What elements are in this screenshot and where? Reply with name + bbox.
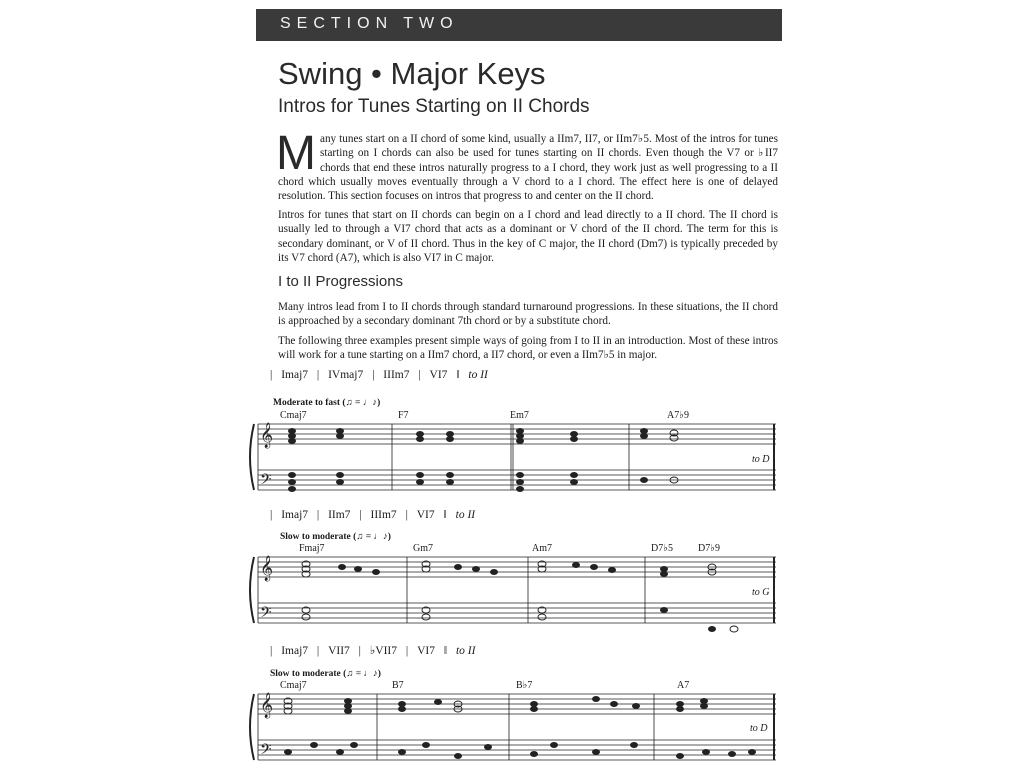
prog-token: ‖	[456, 369, 460, 381]
progression-line-2	[270, 509, 481, 521]
tempo-marking-3: Slow to moderate (♫ = ♩♪)	[270, 669, 381, 679]
ending-label: to G	[752, 587, 770, 598]
music-staff-3	[244, 690, 776, 766]
notes	[288, 428, 678, 492]
music-staff-2	[244, 553, 776, 633]
prog-token: |	[358, 645, 361, 657]
ending-label: to D	[752, 454, 770, 465]
prog-token: Imaj7	[281, 645, 309, 657]
prog-token: |	[316, 509, 320, 521]
prog-token: |	[405, 509, 408, 521]
chord-symbol: A7♭9	[667, 410, 689, 421]
prog-token: to II	[455, 645, 476, 657]
tempo-marking-2: Slow to moderate (♫ = ♩♪)	[280, 532, 391, 542]
treble-clef: 𝄞	[260, 555, 274, 580]
staff-lines	[258, 557, 776, 623]
intro-paragraph-1-text: any tunes start on a II chord of some kind, usually a IIm7, II7, or IIm7♭5. Most of the intros for tunes starting on I chords can also be used for tunes starting on II chords. Even though the V7 or ♭II7 chords that end these intros naturally progress to a I chord, they work just as well progressing to a II chord which usually moves eventually through a V chord to a I chord. The effect here is one of delayed resolution. This section focuses on intros that progress to and center on the II chord.	[278, 133, 778, 203]
section-paragraph-2: The following three examples present simple ways of going from I to II in an introduction. Most of these intros will work for a tune starting on a IIm7 chord, a II7 chord, or even a IIm7♭5 in major.	[278, 335, 778, 362]
chord-symbol: Am7	[532, 543, 552, 554]
music-staff-1	[244, 420, 776, 500]
chord-symbol: Gm7	[413, 543, 433, 554]
chord-symbol: Cmaj7	[280, 410, 307, 421]
prog-token: VI7	[416, 509, 435, 521]
prog-token: IIm7	[328, 509, 351, 521]
prog-token: ‖	[443, 509, 447, 521]
drop-cap: M	[276, 127, 316, 180]
section-paragraph-1: Many intros lead from I to II chords through standard turnaround progressions. In these situations, the II chord is approached by a secondary dominant 7th chord or by a substitute chord.	[278, 301, 778, 328]
prog-token: |	[270, 509, 273, 521]
staff-lines	[258, 694, 776, 760]
prog-token: |	[270, 369, 273, 381]
prog-token: to II	[455, 509, 476, 521]
bass-clef: 𝄢	[260, 741, 272, 761]
chord-symbol: A7	[677, 680, 690, 691]
prog-token: |	[316, 369, 320, 381]
section-label: SECTION TWO	[280, 15, 459, 32]
ending-label: to D	[750, 723, 768, 734]
prog-token: to II	[468, 369, 488, 381]
chord-symbol: F7	[398, 410, 409, 421]
prog-token: |	[359, 509, 362, 521]
prog-token: ♭VII7	[369, 645, 397, 657]
prog-token: VI7	[429, 369, 448, 381]
prog-token: VII7	[328, 645, 350, 657]
prog-token: |	[405, 645, 409, 657]
bass-clef: 𝄢	[260, 471, 272, 491]
treble-clef: 𝄞	[260, 692, 274, 717]
prog-token: |	[270, 645, 273, 657]
prog-token: Imaj7	[281, 509, 309, 521]
progression-line-1	[270, 369, 494, 381]
section-heading: I to II Progressions	[278, 273, 404, 290]
prog-token: IVmaj7	[328, 369, 364, 381]
chord-symbol: Em7	[510, 410, 529, 421]
page-subtitle: Intros for Tunes Starting on II Chords	[278, 96, 590, 117]
brace	[250, 424, 254, 490]
chord-symbol: B♭7	[516, 680, 533, 691]
prog-token: Imaj7	[281, 369, 309, 381]
prog-token: |	[372, 369, 375, 381]
intro-paragraph-1	[276, 127, 778, 203]
section-header-bar	[256, 9, 782, 41]
brace	[250, 557, 254, 623]
prog-token: IIIm7	[383, 369, 410, 381]
prog-token: |	[316, 645, 320, 657]
chord-symbol: D7♭9	[698, 543, 720, 554]
page-title: Swing • Major Keys	[278, 56, 546, 91]
notes	[284, 696, 756, 759]
tempo-marking-1: Moderate to fast (♫ = ♩♪)	[273, 398, 381, 408]
progression-line-3	[270, 643, 481, 657]
bass-clef: 𝄢	[260, 604, 272, 624]
brace	[250, 694, 254, 760]
prog-token: |	[418, 369, 421, 381]
treble-clef: 𝄞	[260, 422, 274, 447]
chord-symbol: Fmaj7	[299, 543, 325, 554]
prog-token: ‖	[443, 645, 448, 657]
prog-token: IIIm7	[370, 509, 397, 521]
chord-symbol: Cmaj7	[280, 680, 307, 691]
prog-token: VI7	[417, 645, 435, 657]
chord-symbol: D7♭5	[651, 543, 673, 554]
intro-paragraph-2: Intros for tunes that start on II chords can begin on a I chord and lead directly to a II chord. The II chord is usually led to through a VI7 chord that acts as a dominant or V chord of the II chord. The term for this is secondary dominant, or V of II chord. Thus in the key of C major, the II chord (Dm7) is typically preceded by its V7 chord (A7), which is also VI7 in C major.	[278, 209, 778, 264]
chord-symbol: B7	[392, 680, 404, 691]
